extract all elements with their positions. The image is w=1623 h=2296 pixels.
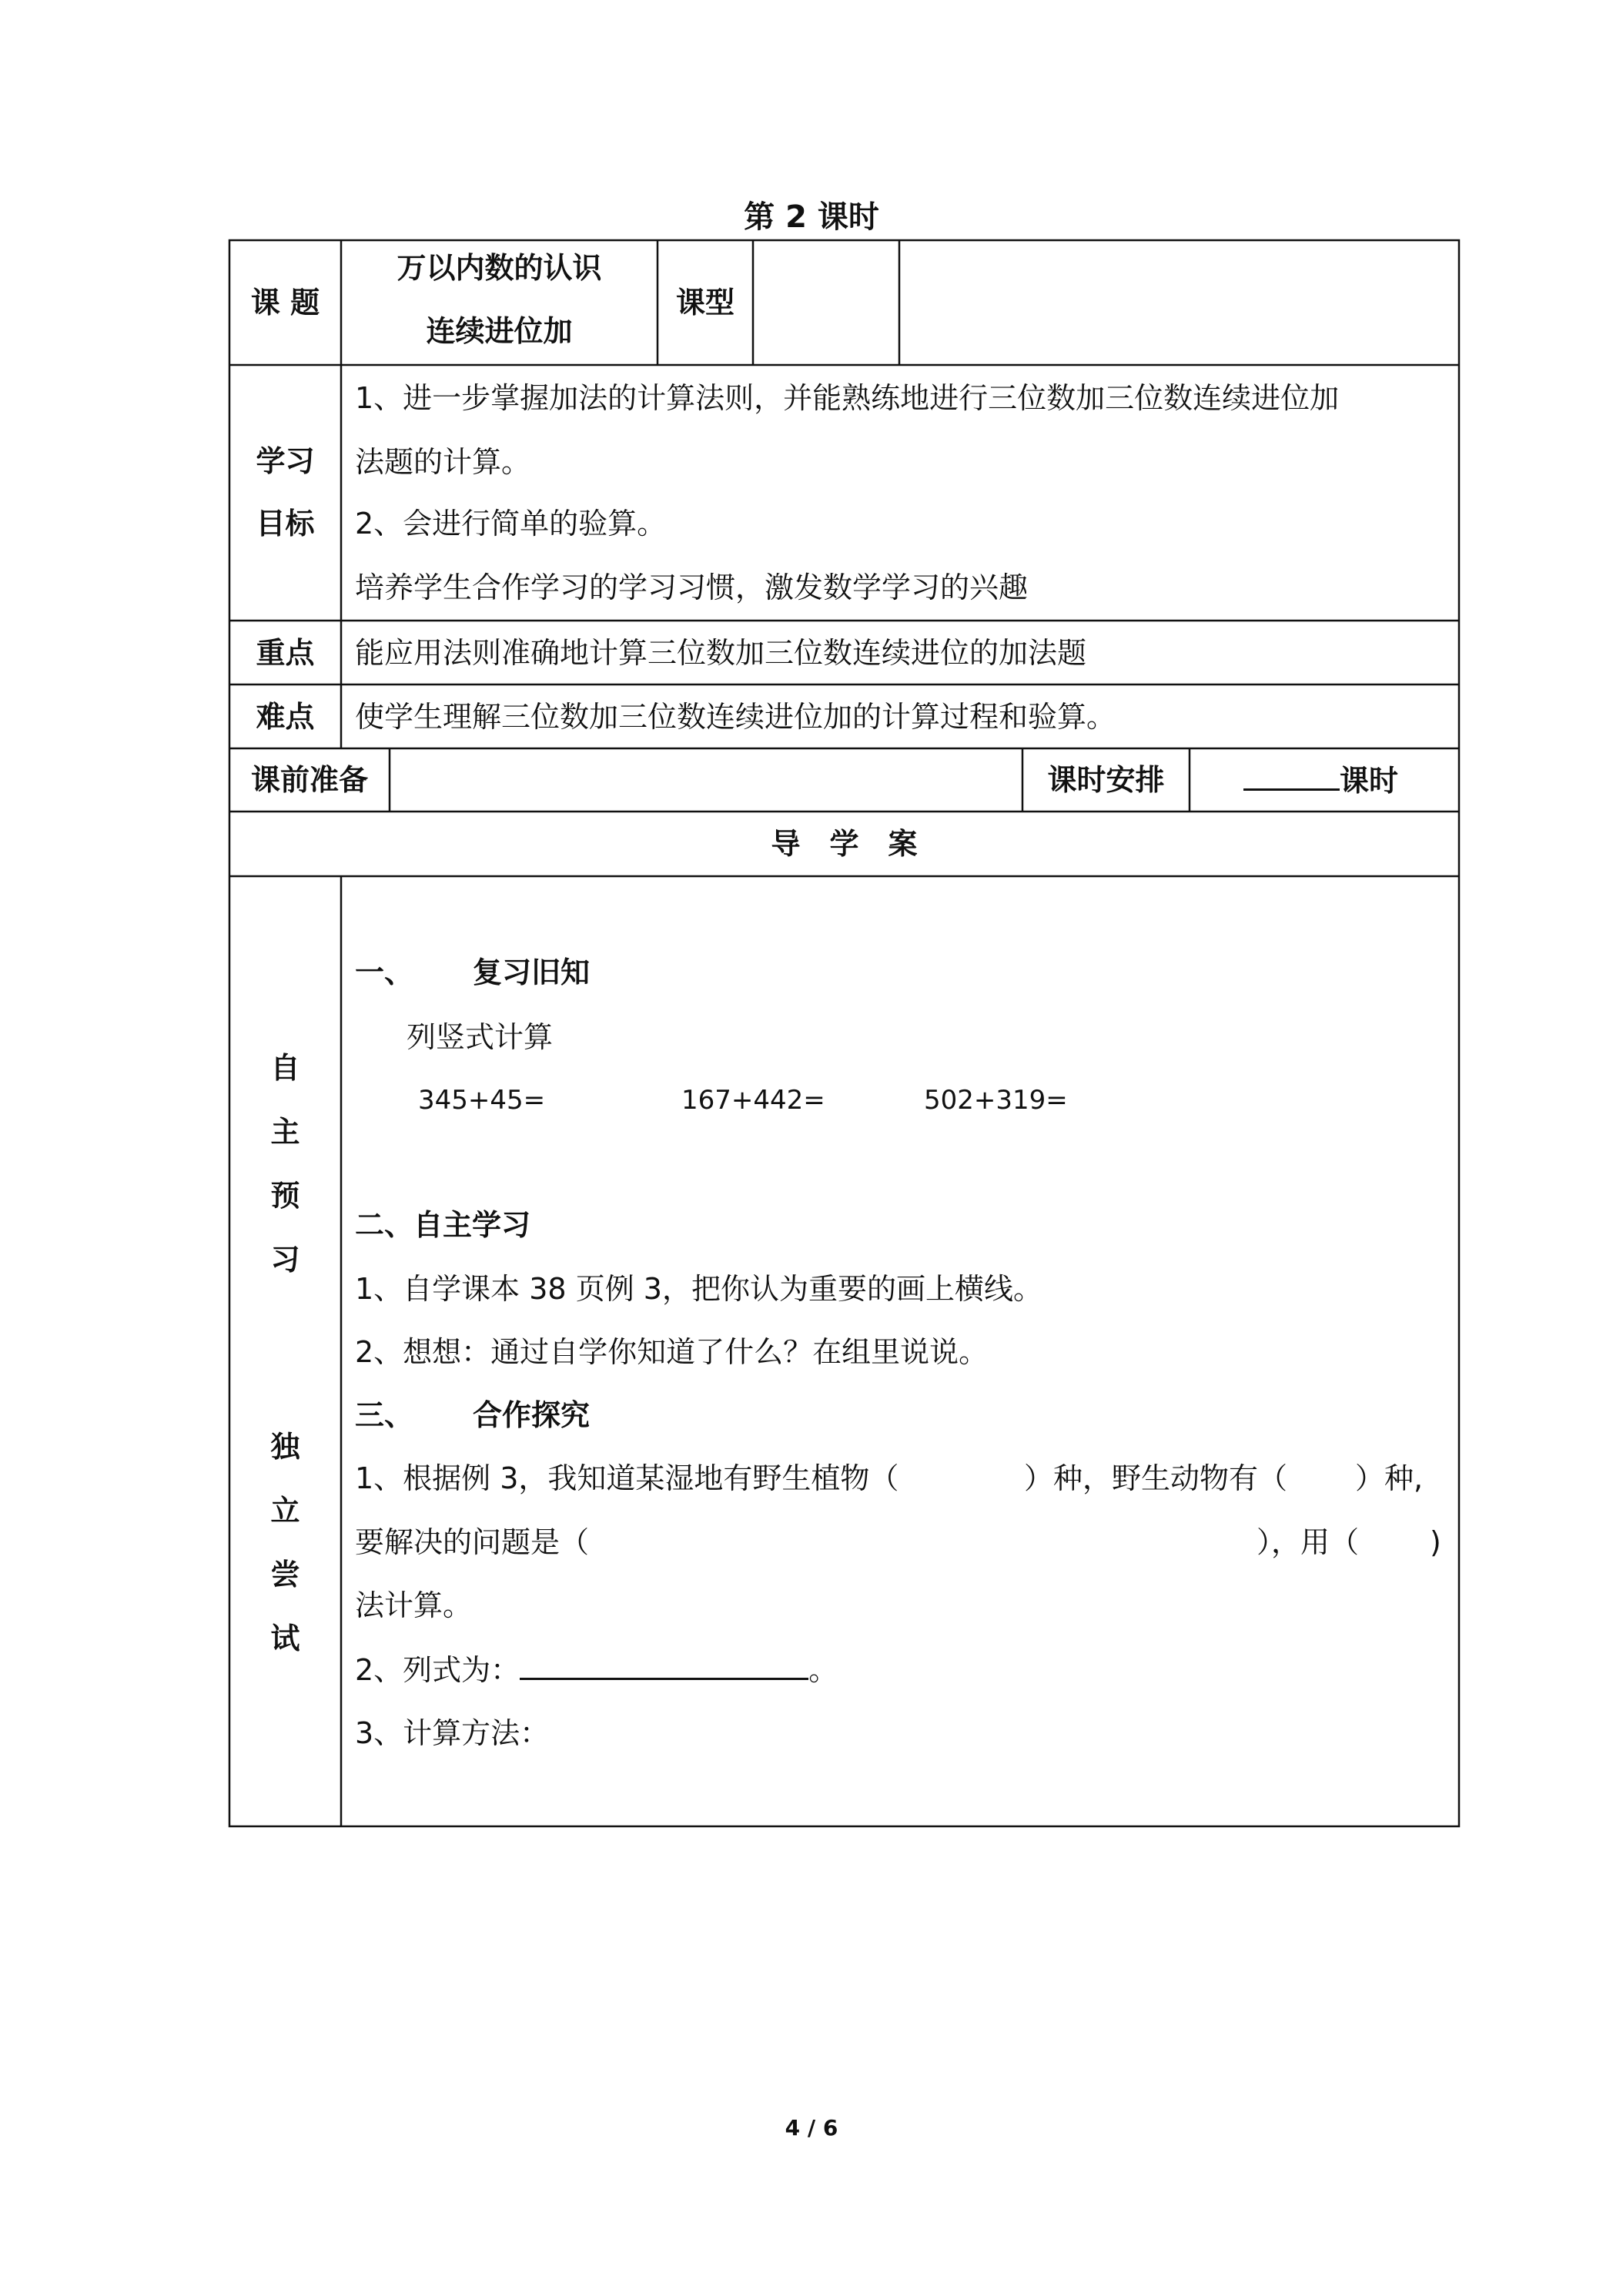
key-point-label: 重点 bbox=[256, 636, 315, 670]
section-3-item-1-line2-b: ），用（ bbox=[1257, 1525, 1360, 1559]
schedule-label: 课时安排 bbox=[1047, 763, 1165, 797]
side-label-char: 习 bbox=[270, 1243, 300, 1277]
section-3-item-1-line2-a: 要解决的问题是（ bbox=[355, 1525, 590, 1559]
section-3-item-3: 3、计算方法： bbox=[355, 1716, 550, 1750]
section-3-item-1-part-b: ）种，野生动物有（ bbox=[1024, 1461, 1288, 1495]
schedule-value bbox=[1243, 762, 1398, 798]
goal-line-1: 1、进一步掌握加法的计算法则，并能熟练地进行三位数加三位数连续进位加 bbox=[355, 381, 1340, 415]
side-label-char: 主 bbox=[270, 1115, 300, 1149]
problem-2: 167+442= bbox=[681, 1085, 825, 1116]
side-label-char: 自 bbox=[270, 1051, 300, 1085]
goal-line-2: 法题的计算。 bbox=[355, 445, 531, 479]
guide-header: 导 学 案 bbox=[771, 827, 918, 861]
section-3-item-2-end: 。 bbox=[808, 1653, 838, 1687]
side-label-char: 预 bbox=[270, 1179, 300, 1213]
section-3-item-2-label: 2、列式为： bbox=[355, 1653, 520, 1687]
section-3-item-2 bbox=[355, 1652, 838, 1688]
side-label-char: 试 bbox=[270, 1622, 300, 1655]
topic-label: 课 题 bbox=[250, 286, 320, 320]
side-label-char: 立 bbox=[270, 1494, 300, 1528]
section-3-item-1-part-c: ）种, bbox=[1355, 1461, 1424, 1495]
section-1-number: 一、 bbox=[355, 956, 414, 989]
goals-label-line2: 目标 bbox=[256, 507, 315, 541]
page-title: 第 2 课时 bbox=[744, 199, 879, 235]
topic-title-line2: 连续进位加 bbox=[426, 314, 573, 348]
difficulty-text: 使学生理解三位数加三位数连续进位加的计算过程和验算。 bbox=[355, 700, 1116, 734]
goal-line-3: 2、会进行简单的验算。 bbox=[355, 507, 667, 541]
section-2-title: 二、自主学习 bbox=[355, 1208, 531, 1242]
difficulty-label: 难点 bbox=[256, 700, 315, 734]
section-3-item-1-line3: 法计算。 bbox=[355, 1588, 473, 1622]
side-label-char: 独 bbox=[270, 1430, 300, 1464]
problem-1: 345+45= bbox=[418, 1085, 546, 1116]
section-1-instruction: 列竖式计算 bbox=[407, 1020, 554, 1054]
goal-line-4: 培养学生合作学习的学习习惯，激发数学学习的兴趣 bbox=[355, 571, 1029, 604]
page-number: 4 / 6 bbox=[785, 2115, 838, 2140]
section-3-title: 合作探究 bbox=[473, 1398, 591, 1432]
schedule-suffix: 课时 bbox=[1340, 764, 1399, 798]
section-2-item-1: 1、自学课本 38 页例 3，把你认为重要的画上横线。 bbox=[355, 1272, 1042, 1306]
section-3-item-1-part-a: 1、根据例 3，我知道某湿地有野生植物（ bbox=[355, 1461, 899, 1495]
section-3-item-1-line2-c: ) bbox=[1430, 1525, 1441, 1559]
topic-title-line1: 万以内数的认识 bbox=[397, 251, 602, 285]
prep-label: 课前准备 bbox=[250, 763, 368, 797]
section-1-title: 复习旧知 bbox=[473, 956, 591, 989]
section-3-number: 三、 bbox=[355, 1398, 414, 1432]
type-label: 课型 bbox=[675, 286, 735, 320]
schedule-blank[interactable] bbox=[1243, 762, 1340, 791]
problem-3: 502+319= bbox=[924, 1085, 1068, 1116]
side-label-char: 尝 bbox=[270, 1558, 300, 1591]
goals-label-line1: 学习 bbox=[256, 444, 315, 478]
key-point-text: 能应用法则准确地计算三位数加三位数连续进位的加法题 bbox=[355, 636, 1087, 670]
formula-blank[interactable] bbox=[520, 1652, 808, 1680]
section-2-item-2: 2、想想：通过自学你知道了什么？在组里说说。 bbox=[355, 1335, 989, 1369]
